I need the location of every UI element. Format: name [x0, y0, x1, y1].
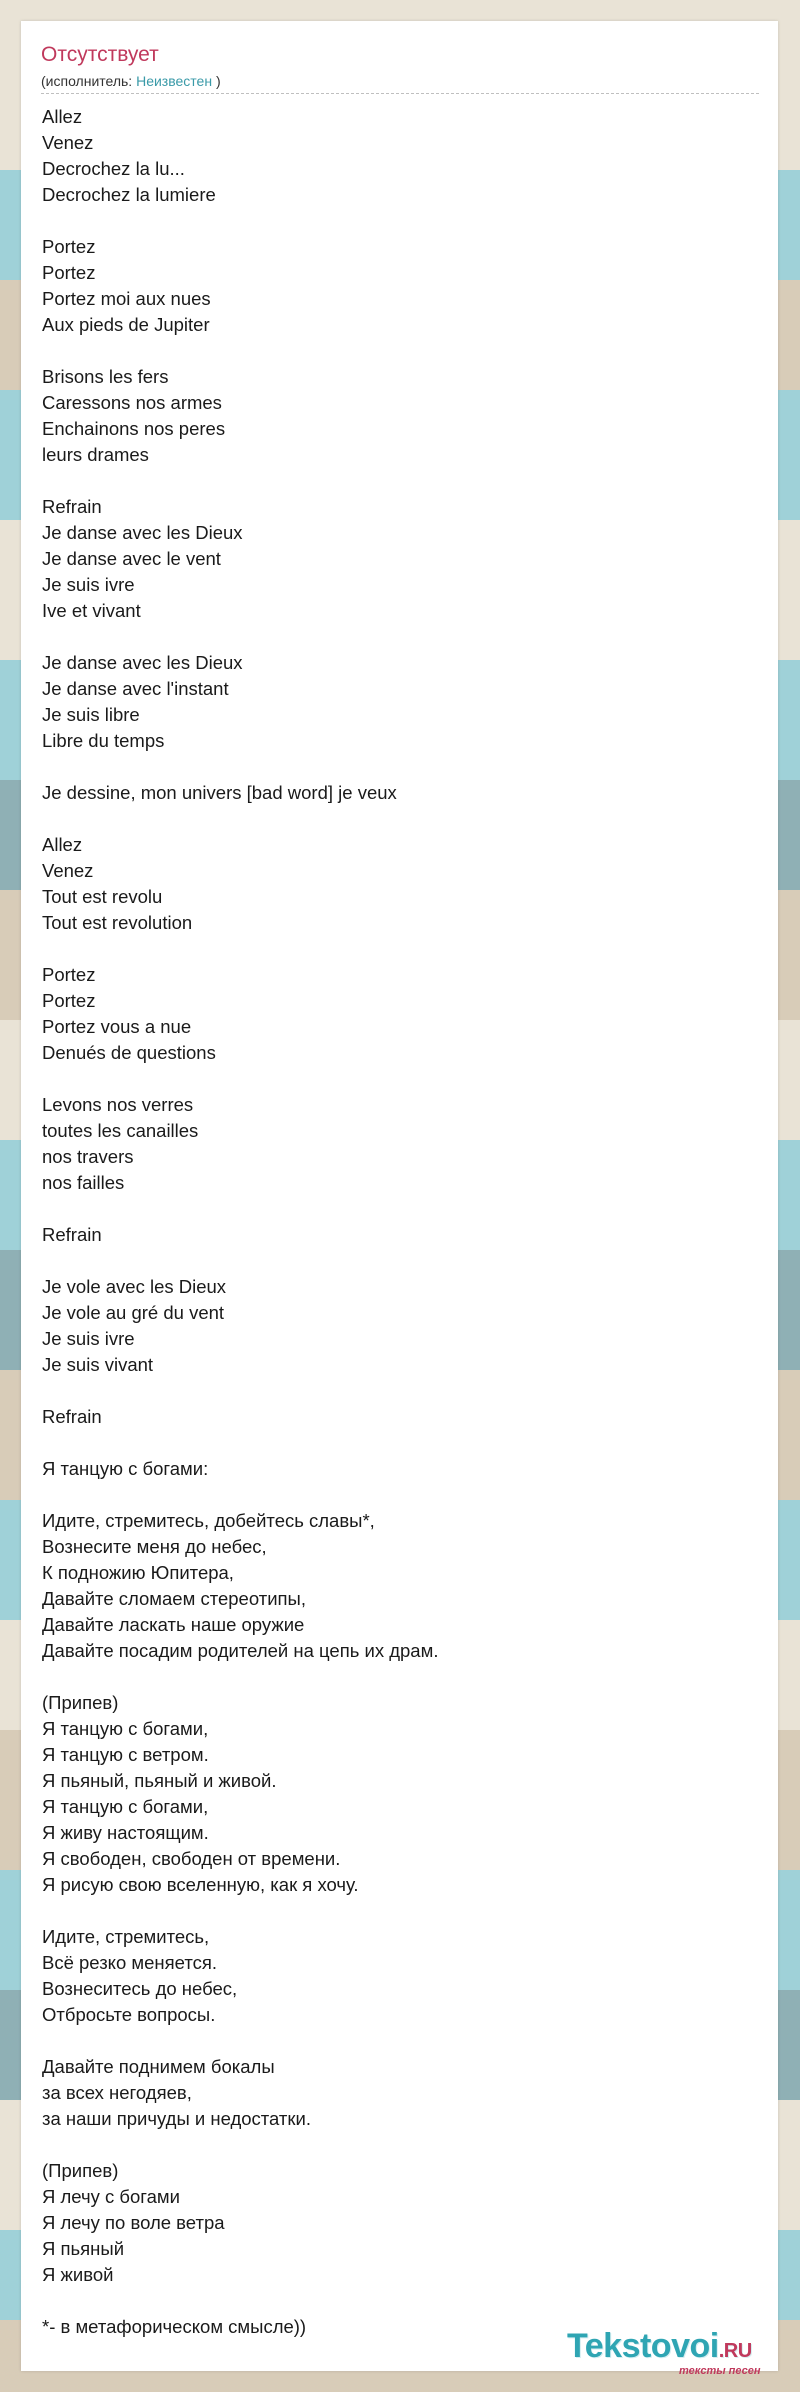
- lyrics-line: Всё резко меняется.: [42, 1952, 217, 1973]
- lyrics-blank-line: [42, 1066, 742, 1092]
- lyrics-line: Я живу настоящим.: [42, 1822, 209, 1843]
- lyrics-line: Refrain: [42, 1224, 102, 1245]
- lyrics-line: Venez: [42, 132, 94, 153]
- lyrics-line: (Припев): [42, 1692, 119, 1713]
- lyrics-line: Je danse avec l'instant: [42, 678, 229, 699]
- lyrics-line: Aux pieds de Jupiter: [42, 314, 210, 335]
- lyrics-line: за всех негодяев,: [42, 2082, 192, 2103]
- lyrics-line: Tout est revolution: [42, 912, 193, 933]
- lyrics-blank-line: [42, 338, 742, 364]
- lyrics-blank-line: [42, 2288, 742, 2314]
- lyrics-line: Давайте ласкать наше оружие: [42, 1614, 305, 1635]
- lyrics-line: Je vole avec les Dieux: [42, 1276, 227, 1297]
- lyrics-line: Portez: [42, 990, 96, 1011]
- lyrics-line: Je suis vivant: [42, 1354, 154, 1375]
- lyrics-line: Я танцую с ветром.: [42, 1744, 209, 1765]
- lyrics-line: Allez: [42, 834, 83, 855]
- performer-suffix: ): [215, 73, 221, 89]
- lyrics-line: *- в метафорическом смысле)): [42, 2316, 307, 2337]
- lyrics-line: Отбросьте вопросы.: [42, 2004, 216, 2025]
- lyrics-line: Brisons les fers: [42, 366, 169, 387]
- lyrics-line: К подножию Юпитера,: [42, 1562, 234, 1583]
- lyrics-line: Идите, стремитесь, добейтесь славы*,: [42, 1510, 375, 1531]
- lyrics-line: Идите, стремитесь,: [42, 1926, 210, 1947]
- lyrics-line: Я живой: [42, 2264, 114, 2285]
- lyrics-card: [21, 21, 778, 2377]
- lyrics-line: Je danse avec le vent: [42, 548, 221, 569]
- lyrics-text: [42, 104, 742, 2340]
- lyrics-blank-line: [42, 468, 742, 494]
- lyrics-line: Decrochez la lumiere: [42, 184, 216, 205]
- lyrics-line: Je dessine, mon univers [bad word] je veux: [42, 782, 397, 803]
- lyrics-line: Portez moi aux nues: [42, 288, 211, 309]
- lyrics-blank-line: [42, 624, 742, 650]
- lyrics-line: Refrain: [42, 496, 102, 517]
- lyrics-line: Portez: [42, 262, 96, 283]
- lyrics-line: Je danse avec les Dieux: [42, 522, 243, 543]
- lyrics-line: nos failles: [42, 1172, 125, 1193]
- lyrics-blank-line: [42, 754, 742, 780]
- lyrics-line: Allez: [42, 106, 83, 127]
- lyrics-line: Я танцую с богами,: [42, 1718, 209, 1739]
- lyrics-line: Ive et vivant: [42, 600, 141, 621]
- lyrics-line: toutes les canailles: [42, 1120, 199, 1141]
- lyrics-line: Я танцую с богами:: [42, 1458, 209, 1479]
- lyrics-blank-line: [42, 1378, 742, 1404]
- lyrics-blank-line: [42, 1248, 742, 1274]
- performer-line: [41, 73, 221, 89]
- lyrics-line: Je suis libre: [42, 704, 140, 725]
- lyrics-line: Portez: [42, 236, 96, 257]
- lyrics-blank-line: [42, 1482, 742, 1508]
- logo-name: Tekstovoi: [567, 2327, 719, 2365]
- lyrics-line: Portez: [42, 964, 96, 985]
- logo-wordmark: [567, 2327, 752, 2366]
- lyrics-line: Libre du temps: [42, 730, 165, 751]
- lyrics-line: Вознесите меня до небес,: [42, 1536, 267, 1557]
- lyrics-line: Давайте поднимем бокалы: [42, 2056, 275, 2077]
- lyrics-line: Enchainons nos peres: [42, 418, 226, 439]
- lyrics-line: Tout est revolu: [42, 886, 163, 907]
- lyrics-blank-line: [42, 806, 742, 832]
- lyrics-blank-line: [42, 208, 742, 234]
- lyrics-line: Я пьяный, пьяный и живой.: [42, 1770, 277, 1791]
- logo-tld: .RU: [718, 2340, 752, 2362]
- lyrics-line: Я рисую свою вселенную, как я хочу.: [42, 1874, 359, 1895]
- lyrics-line: Denués de questions: [42, 1042, 216, 1063]
- lyrics-blank-line: [42, 1430, 742, 1456]
- lyrics-line: Давайте посадим родителей на цепь их драм.: [42, 1640, 439, 1661]
- lyrics-blank-line: [42, 1664, 742, 1690]
- lyrics-line: (Припев): [42, 2160, 119, 2181]
- lyrics-blank-line: [42, 936, 742, 962]
- lyrics-blank-line: [42, 2028, 742, 2054]
- lyrics-line: Je danse avec les Dieux: [42, 652, 243, 673]
- lyrics-line: Je vole au gré du vent: [42, 1302, 225, 1323]
- lyrics-line: Caressons nos armes: [42, 392, 222, 413]
- lyrics-line: Levons nos verres: [42, 1094, 194, 1115]
- lyrics-line: Я лечу с богами: [42, 2186, 180, 2207]
- title-divider: [41, 93, 759, 94]
- lyrics-line: Давайте сломаем стереотипы,: [42, 1588, 306, 1609]
- lyrics-line: Venez: [42, 860, 94, 881]
- lyrics-line: Portez vous a nue: [42, 1016, 192, 1037]
- lyrics-line: Я лечу по воле ветра: [42, 2212, 225, 2233]
- lyrics-line: Я танцую с богами,: [42, 1796, 209, 1817]
- lyrics-line: Я свободен, свободен от времени.: [42, 1848, 341, 1869]
- lyrics-line: Je suis ivre: [42, 574, 135, 595]
- lyrics-blank-line: [42, 2132, 742, 2158]
- performer-link[interactable]: Неизвестен: [136, 73, 213, 89]
- lyrics-line: за наши причуды и недостатки.: [42, 2108, 311, 2129]
- lyrics-line: Je suis ivre: [42, 1328, 135, 1349]
- logo-tagline: тексты песен: [679, 2365, 761, 2377]
- song-title: Отсутствует: [41, 43, 159, 66]
- performer-prefix: (исполнитель:: [41, 73, 133, 89]
- lyrics-line: Decrochez la lu...: [42, 158, 185, 179]
- lyrics-blank-line: [42, 1898, 742, 1924]
- lyrics-line: Я пьяный: [42, 2238, 125, 2259]
- lyrics-blank-line: [42, 1196, 742, 1222]
- lyrics-line: leurs drames: [42, 444, 149, 465]
- lyrics-line: nos travers: [42, 1146, 134, 1167]
- lyrics-line: Refrain: [42, 1406, 102, 1427]
- lyrics-line: Вознеситесь до небес,: [42, 1978, 238, 1999]
- site-logo[interactable]: [567, 2327, 761, 2379]
